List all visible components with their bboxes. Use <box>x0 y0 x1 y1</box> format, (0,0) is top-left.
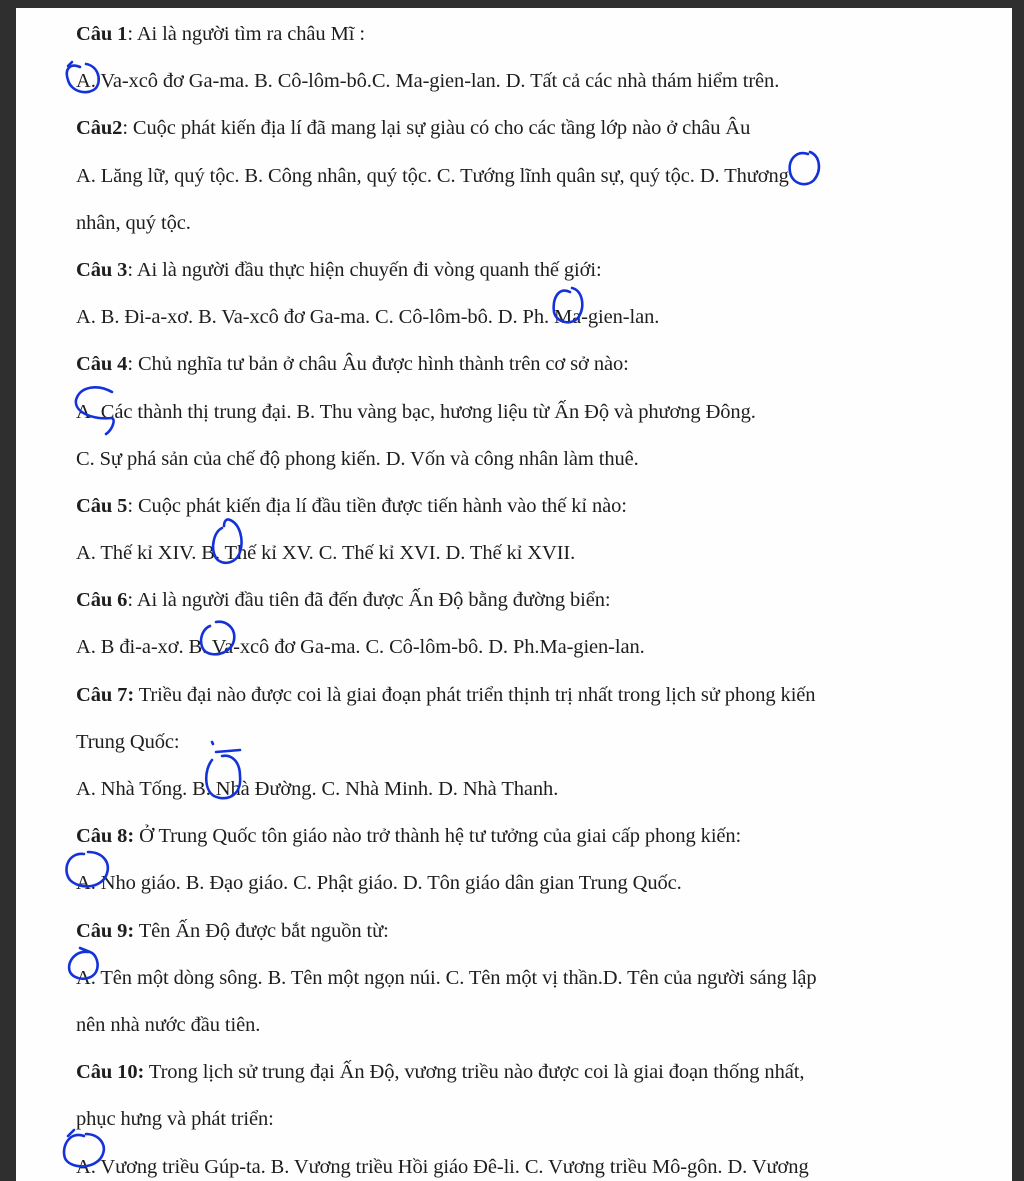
question-1 <box>76 14 956 61</box>
question-5-label: Câu 5 <box>76 494 128 517</box>
question-5 <box>76 486 956 533</box>
question-4-stem: : Chủ nghĩa tư bản ở châu Âu được hình thành trên cơ sở nào: <box>127 353 629 376</box>
document-page <box>16 8 1012 1181</box>
question-10-label: Câu 10: <box>76 1061 145 1084</box>
question-2-options-cont: nhân, quý tộc. <box>76 211 191 234</box>
quiz-document <box>76 14 956 1181</box>
question-1-options: A. Va-xcô đơ Ga-ma. B. Cô-lôm-bô.C. Ma-gien-lan. D. Tất cả các nhà thám hiểm trên. <box>76 70 780 93</box>
question-3 <box>76 250 956 297</box>
question-3-options: A. B. Đi-a-xơ. B. Va-xcô đơ Ga-ma. C. Cô-lôm-bô. D. Ph. Ma-gien-lan. <box>76 306 660 329</box>
question-9-stem: Tên Ấn Độ được bắt nguồn từ: <box>134 919 389 942</box>
question-7 <box>76 675 956 722</box>
question-6-stem: : Ai là người đầu tiên đã đến được Ấn Độ bằng đường biển: <box>127 589 611 612</box>
question-6 <box>76 580 956 627</box>
question-7-options: A. Nhà Tống. B. Nhà Đường. C. Nhà Minh. D. Nhà Thanh. <box>76 778 559 800</box>
question-6-label: Câu 6 <box>76 589 128 612</box>
question-9-options-cont: nên nhà nước đầu tiên. <box>76 1013 261 1036</box>
question-3-label: Câu 3 <box>76 258 128 281</box>
question-8-options: A. Nho giáo. B. Đạo giáo. C. Phật giáo. D. Tôn giáo dân gian Trung Quốc. <box>76 872 682 895</box>
question-8-label: Câu 8: <box>76 825 135 848</box>
question-1-label: Câu 1 <box>76 23 128 45</box>
question-4-options-cont: C. Sự phá sản của chế độ phong kiến. D. Vốn và công nhân làm thuê. <box>76 447 639 470</box>
question-3-stem: : Ai là người đầu thực hiện chuyến đi vòng quanh thế giới: <box>127 258 602 281</box>
question-6-options: A. B đi-a-xơ. B. Va-xcô đơ Ga-ma. C. Cô-lôm-bô. D. Ph.Ma-gien-lan. <box>76 636 645 659</box>
question-7-stem: Triều đại nào được coi là giai đoạn phát triển thịnh trị nhất trong lịch sử phong kiến <box>134 683 816 706</box>
question-7-stem-cont: Trung Quốc: <box>76 730 180 753</box>
question-4-options: A. Các thành thị trung đại. B. Thu vàng bạc, hương liệu từ Ấn Độ và phương Đông. <box>76 400 756 423</box>
question-9 <box>76 911 956 958</box>
question-8 <box>76 816 956 863</box>
question-1-stem: : Ai là người tìm ra châu Mĩ : <box>127 23 365 45</box>
question-4 <box>76 344 956 391</box>
question-10-stem-cont: phục hưng và phát triển: <box>76 1108 274 1131</box>
question-9-options: A. Tên một dòng sông. B. Tên một ngọn núi. C. Tên một vị thần.D. Tên của người sáng lập <box>76 966 817 989</box>
question-2-stem: : Cuộc phát kiến địa lí đã mang lại sự giàu có cho các tầng lớp nào ở châu Âu <box>122 117 751 140</box>
question-10-stem: Trong lịch sử trung đại Ấn Độ, vương triều nào được coi là giai đoạn thống nhất, <box>144 1061 805 1084</box>
question-10-options: A. Vương triều Gúp-ta. B. Vương triều Hồi giáo Đê-li. C. Vương triều Mô-gôn. D. Vương <box>76 1155 809 1178</box>
question-4-label: Câu 4 <box>76 353 128 376</box>
question-2 <box>76 108 956 155</box>
question-5-options: A. Thế kỉ XIV. B. Thế kỉ XV. C. Thế kỉ XVI. D. Thế kỉ XVII. <box>76 542 576 565</box>
question-5-stem: : Cuộc phát kiến địa lí đầu tiền được tiến hành vào thế kỉ nào: <box>127 494 627 517</box>
question-10 <box>76 1052 956 1099</box>
question-2-label: Câu2 <box>76 117 123 140</box>
question-2-options: A. Lăng lữ, quý tộc. B. Công nhân, quý tộc. C. Tướng lĩnh quân sự, quý tộc. D. Thương <box>76 164 789 187</box>
question-7-label: Câu 7: <box>76 683 135 706</box>
question-8-stem: Ở Trung Quốc tôn giáo nào trở thành hệ tư tưởng của giai cấp phong kiến: <box>134 825 742 848</box>
question-9-label: Câu 9: <box>76 919 135 942</box>
